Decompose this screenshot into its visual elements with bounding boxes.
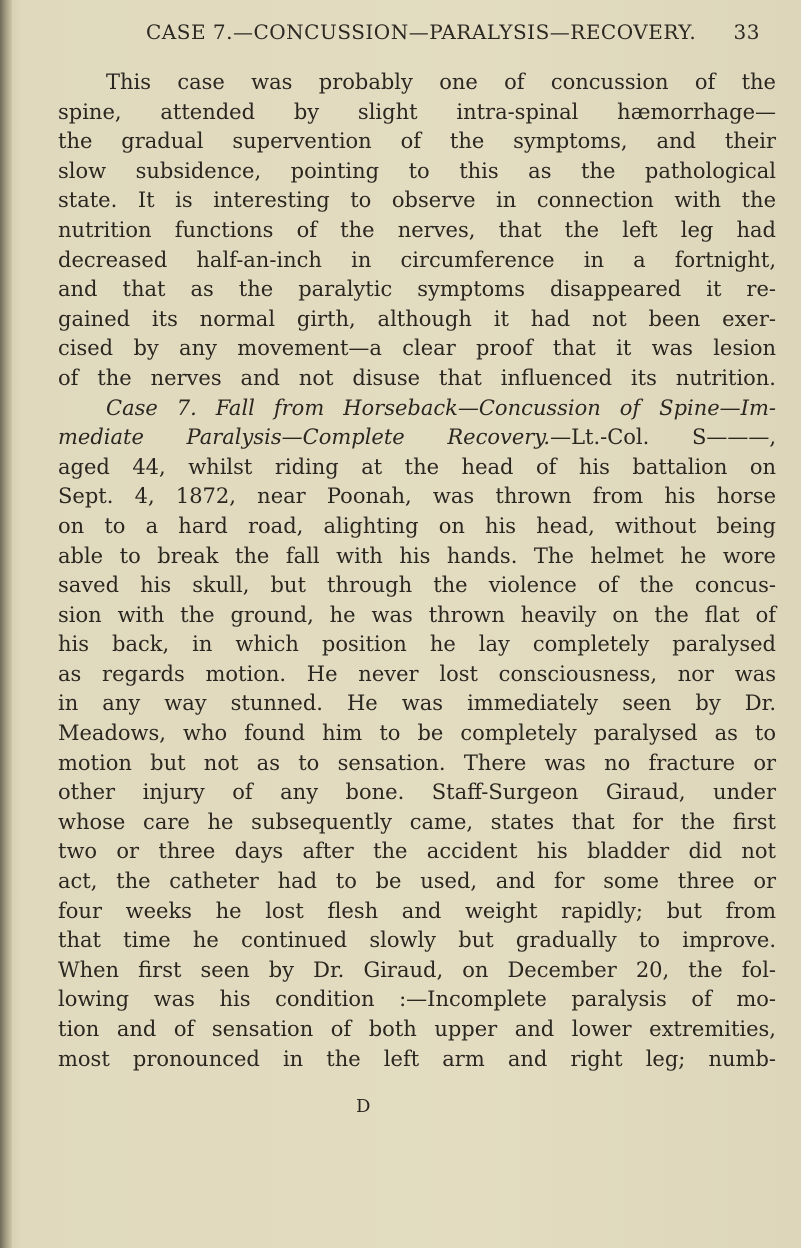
- text-line: lowing was his condition :—Incomplete paralysis of mo-: [58, 987, 776, 1012]
- running-title: CASE 7.—CONCUSSION—PARALYSIS—RECOVERY.: [146, 20, 697, 44]
- text-line: on to a hard road, alighting on his head, without being: [58, 513, 776, 538]
- case-heading-rest: —Lt.-Col. S———,: [550, 425, 777, 450]
- text-line: sion with the ground, he was thrown heavily on the flat of: [58, 602, 776, 627]
- text-line: tion and of sensation of both upper and lower extremities,: [58, 1017, 776, 1041]
- text-line: act, the catheter had to be used, and for some three or: [58, 869, 776, 894]
- text-line: in any way stunned. He was immediately seen by Dr.: [58, 691, 776, 716]
- text-line: most pronounced in the left arm and right leg; numb-: [58, 1046, 776, 1071]
- text-line: and that as the paralytic symptoms disappeared it re-: [58, 277, 776, 302]
- text-line: spine, attended by slight intra-spinal hæmorrhage—: [58, 99, 776, 124]
- body-text: [58, 68, 776, 1074]
- text-line: When first seen by Dr. Giraud, on December 20, the fol-: [58, 957, 776, 982]
- text-line: slow subsidence, pointing to this as the pathological: [58, 158, 776, 183]
- text-line: other injury of any bone. Staff-Surgeon Giraud, under: [58, 780, 776, 805]
- page-binding-edge: [0, 0, 12, 1248]
- case-heading-italic: mediate Paralysis—Complete Recovery.: [58, 425, 551, 450]
- text-line: four weeks he lost flesh and weight rapidly; but from: [58, 898, 776, 923]
- text-line: state. It is interesting to observe in connection with the: [58, 188, 776, 213]
- text-line: two or three days after the accident his bladder did not: [58, 839, 776, 864]
- text-line: motion but not as to sensation. There was no fracture or: [58, 750, 776, 775]
- text-line: gained its normal girth, although it had not been exer-: [58, 306, 776, 331]
- text-line: that time he continued slowly but gradually to improve.: [58, 928, 776, 953]
- text-line: of the nerves and not disuse that influenced its nutrition.: [58, 365, 776, 390]
- text-line: saved his skull, but through the violence of the concus-: [58, 573, 776, 598]
- text-line: Sept. 4, 1872, near Poonah, was thrown from his horse: [58, 484, 776, 509]
- text-line: his back, in which position he lay completely paralysed: [58, 632, 776, 657]
- text-line: whose care he subsequently came, states that for the first: [58, 809, 776, 834]
- text-line: aged 44, whilst riding at the head of his battalion on: [58, 454, 776, 479]
- case-heading-line-2: [58, 423, 776, 453]
- text-line: Meadows, who found him to be completely paralysed as to: [58, 721, 776, 746]
- text-line: able to break the fall with his hands. The helmet he wore: [58, 543, 776, 568]
- text-line: This case was probably one of concussion of the: [106, 70, 776, 94]
- signature-mark: D: [356, 1096, 371, 1117]
- case-heading-line: Case 7. Fall from Horseback—Concussion of Spine—Im-: [106, 395, 776, 420]
- text-line: nutrition functions of the nerves, that the left leg had: [58, 217, 776, 242]
- page-number: 33: [733, 20, 760, 44]
- text-line: the gradual supervention of the symptoms, and their: [58, 129, 776, 154]
- text-line: as regards motion. He never lost consciousness, nor was: [58, 661, 776, 686]
- text-line: decreased half-an-inch in circumference in a fortnight,: [58, 247, 776, 272]
- text-line: cised by any movement—a clear proof that it was lesion: [58, 336, 776, 361]
